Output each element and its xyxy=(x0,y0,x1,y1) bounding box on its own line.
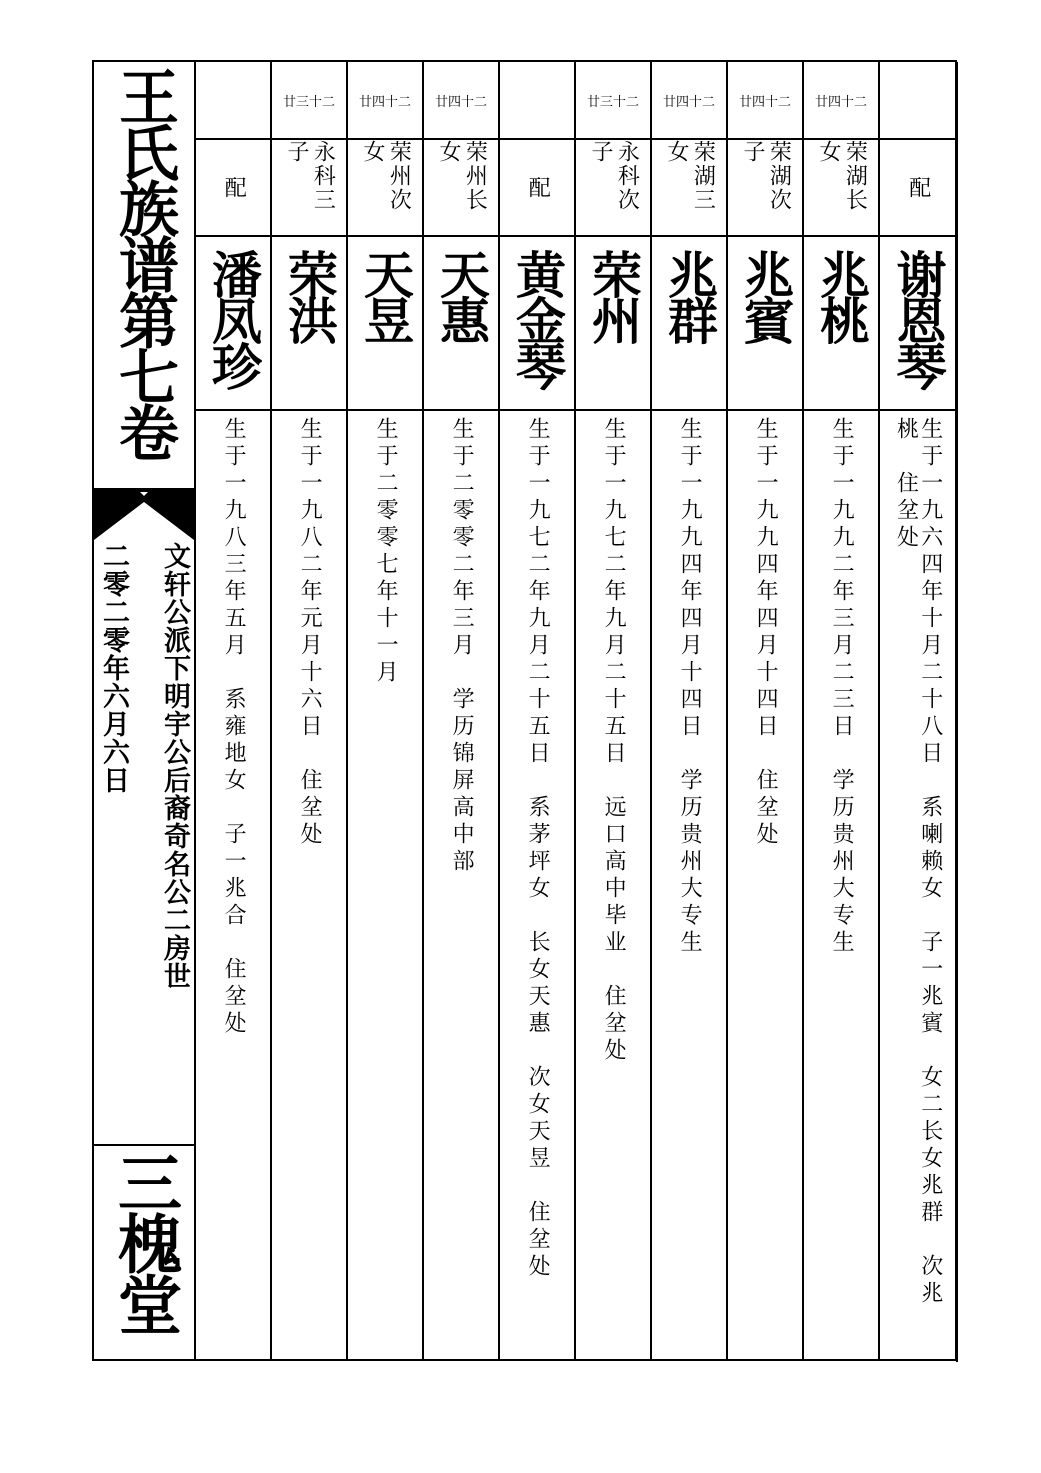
member-bio: 生于一九八二年元月十六日 住坌处 xyxy=(297,417,323,849)
relation-cell xyxy=(348,140,422,237)
fishtail-ornament xyxy=(94,488,194,540)
member-column xyxy=(500,62,576,1359)
member-column xyxy=(880,62,955,1359)
name-cell xyxy=(500,237,574,411)
generation-cell xyxy=(424,62,498,140)
generation-label: 廿三十二 xyxy=(282,94,335,110)
generation-cell xyxy=(576,62,650,140)
bio-cell xyxy=(880,411,955,1359)
bio-cell xyxy=(652,411,726,1359)
relation-cell xyxy=(804,140,878,237)
bio-cell xyxy=(500,411,574,1359)
name-cell xyxy=(728,237,802,411)
member-name: 黄金琴 xyxy=(508,249,566,387)
member-column xyxy=(728,62,804,1359)
name-cell xyxy=(652,237,726,411)
name-cell xyxy=(880,237,955,411)
relation-cell xyxy=(500,140,574,237)
bio-cell xyxy=(348,411,422,1359)
member-bio: 生于一九九四年四月十四日 学历贵州大专生 xyxy=(677,417,703,957)
spine-subtitle-block xyxy=(94,540,194,1144)
member-name: 谢恩琴 xyxy=(888,249,947,387)
generation-label: 廿四十二 xyxy=(814,94,867,110)
relation-label: 荣湖三女 xyxy=(664,140,716,212)
generation-label: 廿四十二 xyxy=(662,94,715,110)
relation-label: 荣湖长女 xyxy=(816,140,868,212)
member-name: 天昱 xyxy=(356,249,414,341)
bio-cell xyxy=(804,411,878,1359)
relation-cell xyxy=(652,140,726,237)
relation-cell xyxy=(272,140,346,237)
publish-date: 二零二零年六月六日 xyxy=(98,542,129,794)
member-bio: 生于一九七二年九月二十五日 系茅坪女 长女天惠 次女天昱 住坌处 xyxy=(525,417,551,1281)
hall-name-block xyxy=(94,1144,194,1363)
hall-name: 三槐堂 xyxy=(107,1150,181,1333)
generation-label: 廿四十二 xyxy=(738,94,791,110)
relation-label: 永科三子 xyxy=(284,140,336,212)
relation-label: 配 xyxy=(525,175,551,200)
member-column xyxy=(576,62,652,1359)
generation-label: 廿四十二 xyxy=(358,94,411,110)
relation-cell xyxy=(728,140,802,237)
member-name: 兆賓 xyxy=(736,249,794,341)
relation-label: 荣州次女 xyxy=(360,140,412,212)
bio-cell xyxy=(196,411,270,1359)
member-bio: 生于一九九四年四月十四日 住坌处 xyxy=(753,417,779,849)
generation-cell xyxy=(348,62,422,140)
generation-cell xyxy=(272,62,346,140)
generation-cell xyxy=(500,62,574,140)
member-column xyxy=(272,62,348,1359)
member-column xyxy=(652,62,728,1359)
member-bio: 生于一九八三年五月 系雍地女 子一兆合 住坌处 xyxy=(221,417,247,1038)
relation-label: 荣湖次子 xyxy=(740,140,792,212)
bio-cell xyxy=(576,411,650,1359)
member-name: 天惠 xyxy=(432,249,490,341)
member-name: 潘凤珍 xyxy=(204,249,262,387)
bio-cell xyxy=(272,411,346,1359)
relation-label: 配 xyxy=(905,175,931,200)
book-title: 王氏族谱第七卷 xyxy=(109,66,179,458)
member-bio: 生于一九九二年三月二三日 学历贵州大专生 xyxy=(829,417,855,957)
member-name: 荣州 xyxy=(584,249,642,341)
member-column xyxy=(424,62,500,1359)
genealogy-page xyxy=(92,60,957,1361)
member-bio: 生于二零零二年三月 学历锦屏高中部 xyxy=(449,417,475,876)
member-name: 兆桃 xyxy=(812,249,870,341)
name-cell xyxy=(196,237,270,411)
generation-cell xyxy=(728,62,802,140)
member-bio: 生于一九七二年九月二十五日 远口高中毕业 住坌处 xyxy=(601,417,627,1065)
name-cell xyxy=(804,237,878,411)
member-bio: 生于一九六四年十月二十八日 系喇赖女 子一兆賓 女二长女兆群 次兆 xyxy=(917,417,943,1308)
member-bio: 生于二零零七年十一月 xyxy=(373,417,399,687)
generation-cell xyxy=(196,62,270,140)
generation-cell xyxy=(804,62,878,140)
relation-cell xyxy=(576,140,650,237)
generation-label: 廿四十二 xyxy=(434,94,487,110)
lineage-subtitle: 文轩公派下明宇公后裔奇名公二房世 xyxy=(159,542,190,990)
generation-cell xyxy=(880,62,955,140)
member-column xyxy=(196,62,272,1359)
relation-cell xyxy=(424,140,498,237)
relation-label: 荣州长女 xyxy=(436,140,488,212)
member-column xyxy=(804,62,880,1359)
name-cell xyxy=(576,237,650,411)
relation-label: 配 xyxy=(221,175,247,200)
name-cell xyxy=(348,237,422,411)
member-bio-continued: 桃 住坌处 xyxy=(893,417,919,552)
name-cell xyxy=(272,237,346,411)
bio-cell xyxy=(728,411,802,1359)
relation-cell xyxy=(196,140,270,237)
member-name: 兆群 xyxy=(660,249,718,341)
page-edge-line xyxy=(956,62,958,1362)
book-title-block xyxy=(94,62,194,488)
name-cell xyxy=(424,237,498,411)
bio-cell xyxy=(424,411,498,1359)
relation-cell xyxy=(880,140,955,237)
member-columns xyxy=(196,62,955,1359)
member-column xyxy=(348,62,424,1359)
title-spine xyxy=(94,62,196,1359)
generation-label: 廿三十二 xyxy=(586,94,639,110)
relation-label: 永科次子 xyxy=(588,140,640,212)
generation-cell xyxy=(652,62,726,140)
member-name: 荣洪 xyxy=(280,249,338,341)
